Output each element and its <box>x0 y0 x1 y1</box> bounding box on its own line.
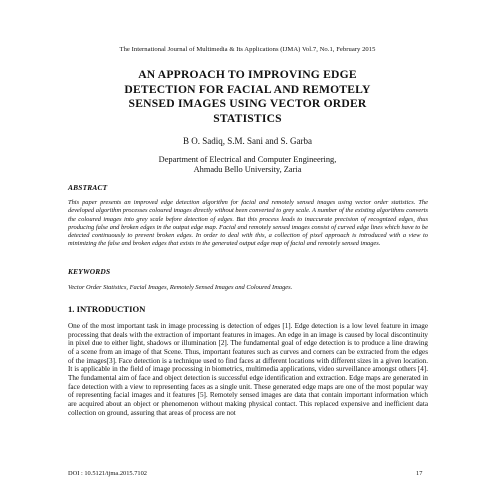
authors: B O. Sadiq, S.M. Sani and S. Garba <box>183 136 312 146</box>
title-line: AN APPROACH TO IMPROVING EDGE <box>138 68 357 81</box>
journal-header: The International Journal of Multimedia & Its Applications (IJMA) Vol.7, No.1, February 2015 <box>119 46 376 53</box>
title-line: DETECTION FOR FACIAL AND REMOTELY <box>124 82 371 96</box>
keywords-heading: KEYWORDS <box>68 267 111 276</box>
introduction-text: One of the most important task in image processing is detection of edges [1]. Edge detection is a low level feature in image processing that deals with the extraction of important features in images. An edge in an image is caused by local discontinuity in pixel due to either light, shadows or illumination [2]. The fundamental goal of edge detection is to produce a line drawing of a scene from an image of that Scene. Thus, important features such as curves and corners can be extracted from the edges of the images[3]. Face detection is a technique used to find faces at different locations with different sizes in a given location. It is applicable in the field of image processing in biometrics, multimedia applications, video surveillance amongst others [4]. The fundamental aim of face and object detection is successful edge identification and extraction. Edge maps are generated in face detection with a view to representing faces as a single unit. These generated edge maps are one of the most popular way of representing facial images and it features [5]. Remotely sensed images are data that contain important information which are acquired about an object or phenomenon without making physical contact. This replaced expensive and inefficient data collection on ground, assuring that areas of process are not <box>68 322 428 417</box>
affiliation-department: Department of Electrical and Computer Engineering, <box>158 155 337 164</box>
keywords-text: Vector Order Statistics, Facial Images, Remotely Sensed Images and Coloured Images. <box>68 284 293 291</box>
doi-footer[interactable]: DOI : 10.5121/ijma.2015.7102 <box>68 470 147 477</box>
title-line: STATISTICS <box>213 111 282 125</box>
introduction-heading: 1. INTRODUCTION <box>68 304 146 314</box>
page-number: 17 <box>416 470 423 477</box>
paper-title <box>60 68 435 126</box>
title-line: SENSED IMAGES USING VECTOR ORDER <box>128 97 367 111</box>
abstract-heading: ABSTRACT <box>68 183 108 192</box>
affiliation-university: Ahmadu Bello University, Zaria <box>193 165 302 175</box>
affiliation <box>0 155 495 175</box>
abstract-text: This paper presents an improved edge detection algorithm for facial and remotely sensed images using vector order statistics. The developed algorithm processes coloured images directly without been converted to grey scale. A number of the existing algorithms converts the coloured images into grey scale before detection of edges. But this process leads to inaccurate precision of recognized edges, thus producing false and broken edges in the output edge map. Facial and remotely sensed images consist of curved edge lines which have to be detected continuously to prevent broken edges. In order to deal with this, a collection of pixel approach is introduced with a view to minimizing the false and broken edges that exists in the generated output edge map of facial and remotely sensed images. <box>68 199 428 248</box>
